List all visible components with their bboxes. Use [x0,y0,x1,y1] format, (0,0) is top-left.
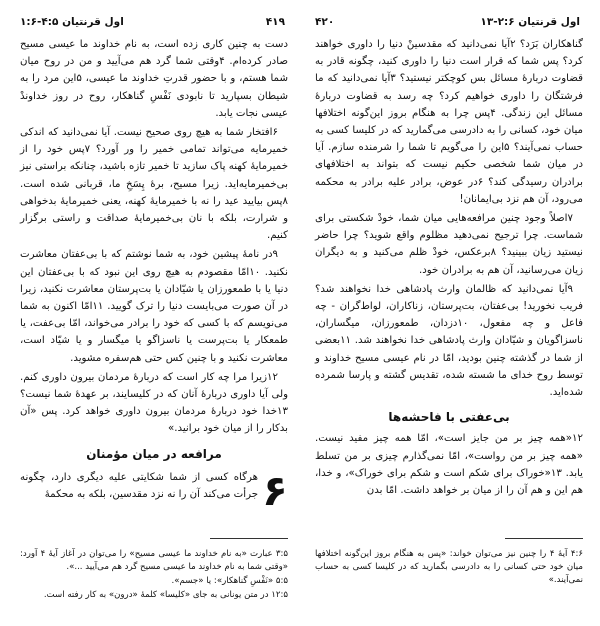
paragraph: ۶افتخار شما به هیچ روی صحیح نیست. آیا نمی‌دانید که اندکی خمیرمایه می‌تواند تمامی خمیر را ور آورد؟ ۷پس خود را از خمیرمایهٔ کهنه پاک سازید تا خمیر تازه باشید، چنانکه براستی نیز بی‌خمیرمایه‌اید. زیرا مسیح، برهٔ پِسَخِ ما، قربانی شده است. ۸پس بیایید عید را نه با خمیرمایهٔ کهنه، یعنی خمیرمایهٔ بدخواهی و شرارت، بلکه با نان بی‌خمیرمایهٔ صداقت و راستی برگزار کنیم. [20,127,288,242]
section-heading: مرافعه در میان مؤمنان [86,446,222,461]
footnote: ۵:۵ «نَفْسِ گناهکار»: یا «جسم». [171,576,288,586]
right-page-header [315,14,580,30]
section-heading: بی‌عفتی با فاحشه‌ها [388,410,510,425]
left-footnotes [20,548,288,603]
paragraph: هرگاه کسی از شما شکایتی علیه دیگری دارد، چگونه جرأت می‌کند آن را نه نزد مقدسین، بلکه به محکمهٔ [20,471,258,501]
left-page-header [20,14,285,30]
footnote: ۳:۵ عبارت «به نام خداوند ما عیسی مسیح» را می‌توان در آغاز آیهٔ ۴ آورد: «وقتی شما به نام خداوند ما عیسی مسیح گرد هم می‌آیید ...». [20,549,288,572]
paragraph: دست به چنین کاری زده است، به نام خداوند ما عیسی مسیح صادر کرده‌ام. ۴وقتی شما گرد هم می‌آیید و من در روح میان شما هستم، و با حضور قدرتِ خداوند ما عیسی، ۵این مرد را به شیطان بسپارید تا نابودی نَفْسِ گناهکار، روح در روز خداوندْ عیسی نجات یابد. [20,39,288,119]
paragraph: ۷اصلاً وجود چنین مرافعه‌هایی میان شما، خودْ شکستی برای شماست. چرا ترجیح نمی‌دهید مظلوم واقع شوید؟ چرا حاضر نیستید زیان ببینید؟ ۸برعکس، خودْ ظلم می‌کنید و به دیگران زیان می‌رسانید، آن هم به برادران خود. [315,213,583,276]
footnote: ۱۲:۵ در متن یونانی به جای «کلیسا» کلمهٔ «درون» به کار رفته است. [43,590,288,600]
paragraph: ۱۲«همه چیز بر من جایز است»، امّا همه چیز مفید نیست. «همه چیز بر من رواست»، امّا نمی‌گذارم چیزی بر من تسلط یابد. ۱۳«خوراک برای شکم است و شکم برای خوراک»، و خدا، هم این و هم آن را از میان بر خواهد داشت. امّا بدن [315,433,583,497]
footnote: ۴:۶ آیهٔ ۴ را چنین نیز می‌توان خواند: «پس به هنگام بروز این‌گونه اختلافها میان خود حتی کسانی را به دادرسی بگمارید که در کلیسا کسی به حساب نمی‌آیند.» [315,549,583,585]
chapter-number: ۶ [262,465,288,515]
paragraph: گناهکاران بَرَد؟ ۲آیا نمی‌دانید که مقدسینْ دنیا را داوری خواهند کرد؟ پس شما که قرار است دنیا را داوری کنید، چگونه قادر به قضاوت دربارهٔ مسائل بس کوچکتر نیستید؟ ۳آیا نمی‌دانید که ما فرشتگان را داوری خواهیم کرد؟ چه رسد به قضاوت دربارهٔ مسائل این زندگی. ۴پس چرا به هنگام بروز این‌گونه اختلافها میان خود، کسانی را به دادرسی می‌گمارید که در کلیسا کسی به حساب نمی‌آیند؟ ۵این را می‌گویم تا شما را شرمنده سازم. آیا در میان شما شخصی حکیم نیست که بتواند به اختلافهای برادران رسیدگی کند؟ ۶در عوض، برادر علیه برادر به محکمه می‌رود، آن هم نزد بی‌ایمانان! [315,39,583,205]
right-page-number: ۴۲۰ [315,16,335,28]
paragraph: ۹در نامهٔ پیشین خود، به شما نوشتم که با بی‌عفتان معاشرت نکنید. ۱۰امّا مقصودم به هیچ روی این نبود که با بی‌عفتان این دنیا یا با طمعورزان یا شیّادان یا بت‌پرستان معاشرت نکنید، زیرا در آن صورت می‌بایست دنیا را ترک گویید. ۱۱امّا اکنون به شما می‌نویسم که با کسی که خود را برادر می‌خواند، امّا بی‌عفت، یا طمعکار یا بت‌پرست یا ناسزاگو یا میگسار و یا شیّاد است، معاشرت نکنید و با چنین کس حتی هم‌سفره مشوید. [20,249,288,364]
paragraph: ۱۲زیرا مرا چه کار است که دربارهٔ مردمان بیرون داوری کنم. ولی آیا داوری دربارهٔ آنان که در کلیسایند، بر عهدهٔ شما نیست؟ ۱۳خدا خود دربارهٔ مردمان بیرون داوری خواهد کرد. پس «آن بدکار را از میان خود برانید.» [20,371,288,435]
paragraph: ۹آیا نمی‌دانید که ظالمان وارث پادشاهی خدا نخواهند شد؟ فریب نخورید! بی‌عفتان، بت‌پرستان، زناکاران، لواط‌گران - چه فاعل و چه مفعول، ۱۰دزدان، طمعورزان، میگساران، ناسزاگویان و شیّادان وارث پادشاهی خدا نخواهند شد. ۱۱بعضی از شما در گذشته چنین بودید، امّا در نام عیسی مسیح خداوند و توسط روح خدای ما شسته شده، تقدیس گشته و پارسا شمرده شده‌اید. [315,283,583,399]
right-footnotes [315,548,583,588]
right-chapter-reference: اول قرنتیان ۲:۶-۱۳ [480,16,580,28]
footnote-divider [210,538,288,539]
left-page-number: ۴۱۹ [265,16,285,28]
chapter-opening [20,465,288,515]
left-chapter-reference: اول قرنتیان ۴:۵-۱:۶ [20,16,124,28]
right-column-text [315,36,583,501]
left-column-text [20,36,288,513]
footnote-divider [505,538,583,539]
